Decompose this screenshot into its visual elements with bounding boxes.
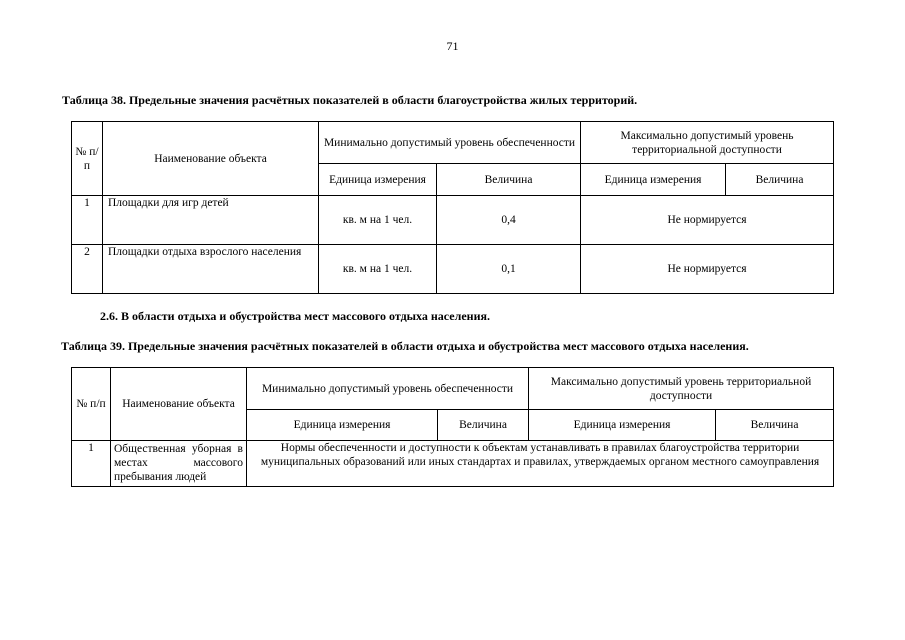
table-row: [72, 245, 834, 294]
table-39: [71, 367, 834, 487]
row-name: Площадки для игр детей: [103, 196, 319, 245]
table-38: [71, 121, 834, 294]
header-value: Величина: [716, 410, 834, 441]
header-unit: Единица измерения: [581, 164, 726, 196]
row-unit: кв. м на 1 чел.: [319, 196, 437, 245]
row-unit: кв. м на 1 чел.: [319, 245, 437, 294]
row-name: Общественная уборная в местах массового пребывания людей: [111, 441, 247, 487]
header-name: Наименование объекта: [111, 368, 247, 441]
header-unit: Единица измерения: [529, 410, 716, 441]
row-value: 0,4: [437, 196, 581, 245]
header-min-group: Минимально допустимый уровень обеспеченности: [247, 368, 529, 410]
header-num: № п/п: [72, 122, 103, 196]
header-value: Величина: [438, 410, 529, 441]
header-num: № п/п: [72, 368, 111, 441]
row-num: 1: [72, 196, 103, 245]
header-unit: Единица измерения: [319, 164, 437, 196]
section-heading: 2.6. В области отдыха и обустройства мест массового отдыха населения.: [100, 309, 490, 323]
row-name: Площадки отдыха взрослого населения: [103, 245, 319, 294]
table-row: [72, 441, 834, 487]
header-value: Величина: [726, 164, 834, 196]
row-num: 2: [72, 245, 103, 294]
header-unit: Единица измерения: [247, 410, 438, 441]
table-38-caption: Таблица 38. Предельные значения расчётных показателей в области благоустройства жилых территорий.: [62, 93, 638, 107]
table-row: [72, 196, 834, 245]
row-value: 0,1: [437, 245, 581, 294]
page-number: 71: [446, 39, 459, 53]
header-min-group: Минимально допустимый уровень обеспеченности: [319, 122, 581, 164]
row-num: 1: [72, 441, 111, 487]
row-note: Нормы обеспеченности и доступности к объектам устанавливать в правилах благоустройства территории муниципальных образований или иных стандартах и правилах, утверждаемых органом местного самоуправления: [247, 441, 834, 487]
row-max: Не нормируется: [581, 245, 834, 294]
table-39-caption: Таблица 39. Предельные значения расчётных показателей в области отдыха и обустройства мест массового отдыха населения.: [61, 339, 749, 353]
header-value: Величина: [437, 164, 581, 196]
header-max-group: Максимально допустимый уровень территориальной доступности: [581, 122, 834, 164]
row-max: Не нормируется: [581, 196, 834, 245]
header-name: Наименование объекта: [103, 122, 319, 196]
header-max-group: Максимально допустимый уровень территориальной доступности: [529, 368, 834, 410]
